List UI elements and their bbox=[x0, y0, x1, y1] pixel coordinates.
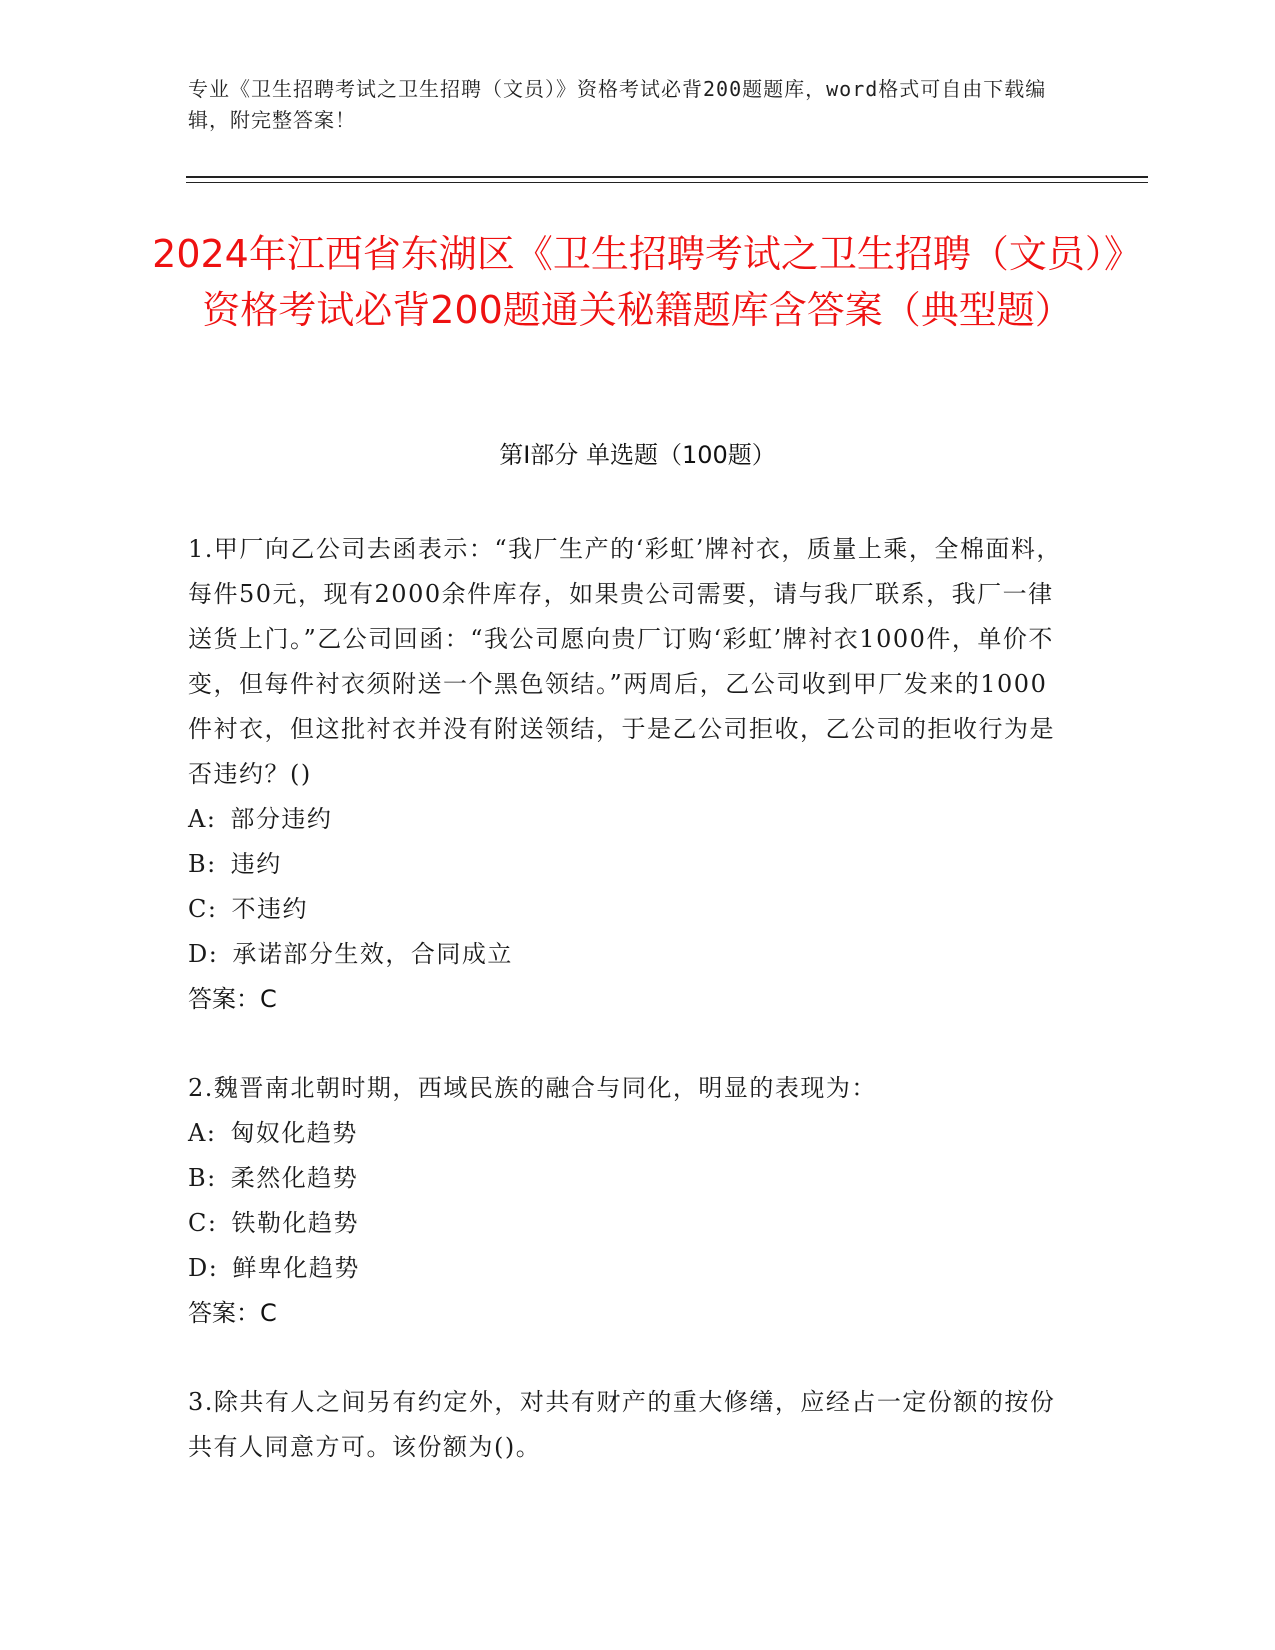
question-option-d bbox=[188, 932, 1068, 977]
option-text: 柔然化趋势 bbox=[230, 1164, 359, 1192]
question-option-b bbox=[188, 1156, 1068, 1201]
question-option-c bbox=[188, 1201, 1068, 1246]
option-text: 部分违约 bbox=[230, 805, 333, 833]
option-letter: A: bbox=[188, 1119, 217, 1147]
option-letter: D: bbox=[188, 940, 219, 968]
option-letter: C: bbox=[188, 1209, 218, 1237]
option-text: 违约 bbox=[230, 850, 282, 878]
option-text: 不违约 bbox=[231, 895, 308, 923]
question-option-a bbox=[188, 1111, 1068, 1156]
question-list bbox=[188, 527, 1068, 1514]
question-option-b bbox=[188, 842, 1068, 887]
option-letter: B: bbox=[188, 1164, 217, 1192]
option-text: 铁勒化趋势 bbox=[231, 1209, 359, 1237]
option-letter: B: bbox=[188, 850, 217, 878]
option-text: 匈奴化趋势 bbox=[230, 1119, 358, 1147]
option-text: 鲜卑化趋势 bbox=[232, 1254, 360, 1282]
option-text: 承诺部分生效，合同成立 bbox=[232, 940, 513, 968]
header-divider-thin bbox=[186, 182, 1148, 183]
question-stem: 1.甲厂向乙公司去函表示：“我厂生产的‘彩虹’牌衬衣，质量上乘，全棉面料，每件50元，现有2000余件库存，如果贵公司需要，请与我厂联系，我厂一律送货上门。”乙公司回函：“我公司愿向贵厂订购‘彩虹’牌衬衣1000件，单价不变，但每件衬衣须附送一个黑色领结。”两周后，乙公司收到甲厂发来的1000件衬衣，但这批衬衣并没有附送领结，于是乙公司拒收，乙公司的拒收行为是否违约？() bbox=[188, 535, 1062, 788]
question-option-a bbox=[188, 797, 1068, 842]
question-1 bbox=[188, 527, 1068, 1022]
section-title: 第I部分 单选题（100题） bbox=[499, 441, 776, 469]
header-divider-thick bbox=[186, 176, 1148, 178]
question-2 bbox=[188, 1066, 1068, 1336]
option-letter: C: bbox=[188, 895, 218, 923]
question-stem: 2.魏晋南北朝时期，西域民族的融合与同化，明显的表现为： bbox=[188, 1074, 877, 1102]
option-letter: D: bbox=[188, 1254, 219, 1282]
question-option-d bbox=[188, 1246, 1068, 1291]
header-note: 专业《卫生招聘考试之卫生招聘（文员）》资格考试必背200题题库，word格式可自由下载编辑，附完整答案！ bbox=[188, 77, 1047, 132]
option-letter: A: bbox=[188, 805, 217, 833]
question-answer: 答案：C bbox=[188, 1299, 277, 1327]
question-3 bbox=[188, 1380, 1068, 1470]
question-answer: 答案：C bbox=[188, 985, 277, 1013]
document-title: 2024年江西省东湖区《卫生招聘考试之卫生招聘（文员）》资格考试必背200题通关秘籍题库含答案（典型题） bbox=[152, 232, 1123, 332]
question-stem: 3.除共有人之间另有约定外，对共有财产的重大修缮，应经占一定份额的按份共有人同意方可。该份额为()。 bbox=[188, 1388, 1056, 1461]
question-option-c bbox=[188, 887, 1068, 932]
